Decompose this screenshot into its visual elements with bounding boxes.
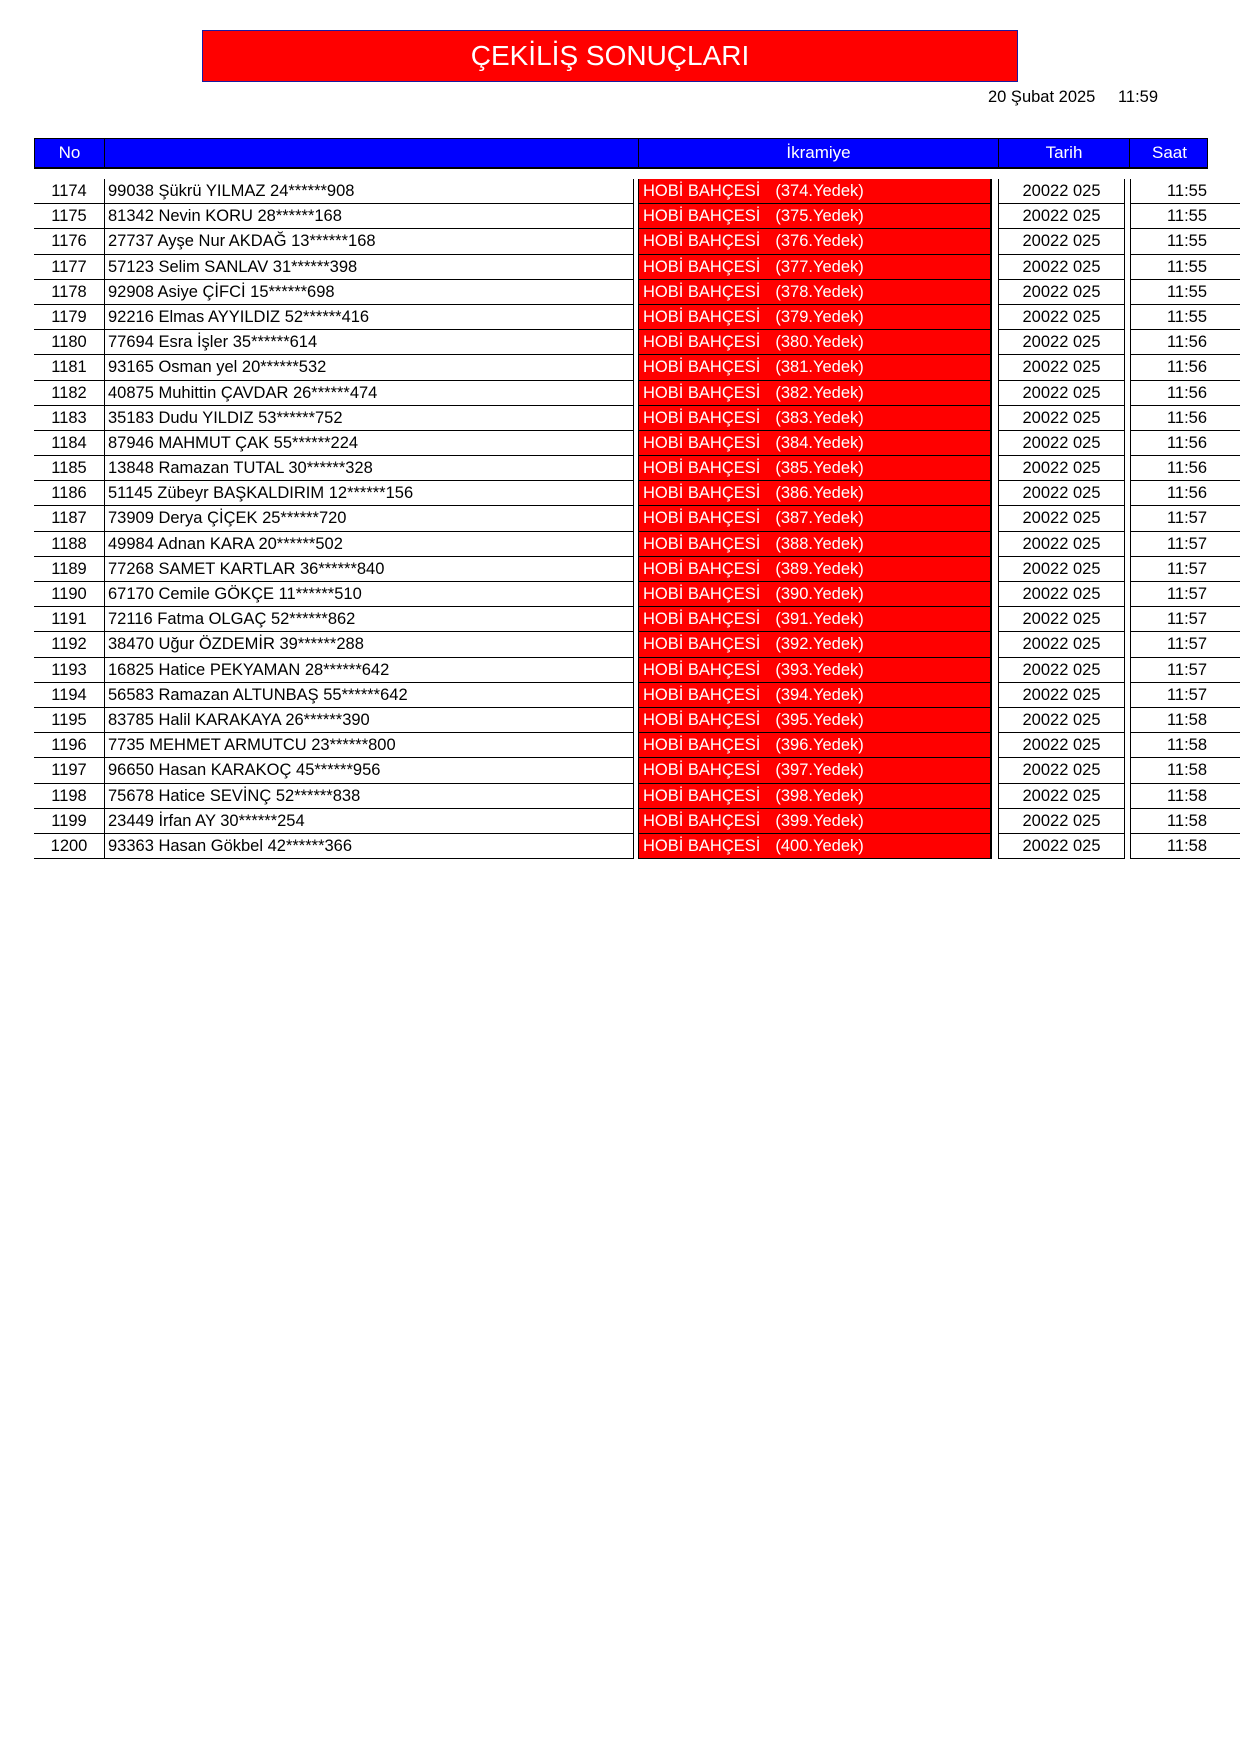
winner-name: 92216 Elmas AYYILDIZ 52******416 [104,305,634,330]
prize-cell [638,809,992,834]
column-header-name [105,139,639,167]
draw-time: 11:56 [1130,330,1240,355]
winner-name: 56583 Ramazan ALTUNBAŞ 55******642 [104,683,634,708]
draw-date: 20022 025 [998,204,1125,229]
prize-reserve-rank: (394.Yedek) [775,685,864,704]
row-number: 1175 [34,204,104,229]
prize-cell [638,355,992,380]
table-header [34,138,1208,169]
draw-time: 11:57 [1130,683,1240,708]
prize-cell [638,229,992,254]
table-row [34,834,1208,859]
winner-name: 83785 Halil KARAKAYA 26******390 [104,708,634,733]
winner-name: 35183 Dudu YILDIZ 53******752 [104,406,634,431]
table-row [34,204,1208,229]
table-row [34,229,1208,254]
prize-name: HOBİ BAHÇESİ [643,408,761,427]
prize-name: HOBİ BAHÇESİ [643,660,761,679]
draw-date: 20022 025 [998,809,1125,834]
prize-name: HOBİ BAHÇESİ [643,282,761,301]
draw-date: 20022 025 [998,582,1125,607]
row-number: 1186 [34,481,104,506]
prize-reserve-rank: (381.Yedek) [775,358,864,377]
results-table-body [34,179,1208,859]
prize-name: HOBİ BAHÇESİ [643,786,761,805]
table-row [34,532,1208,557]
row-number: 1182 [34,381,104,406]
row-number: 1179 [34,305,104,330]
draw-time: 11:58 [1130,733,1240,758]
draw-time: 11:57 [1130,557,1240,582]
prize-cell [638,381,992,406]
winner-name: 40875 Muhittin ÇAVDAR 26******474 [104,381,634,406]
draw-time: 11:55 [1130,280,1240,305]
prize-name: HOBİ BAHÇESİ [643,534,761,553]
winner-name: 81342 Nevin KORU 28******168 [104,204,634,229]
draw-date: 20022 025 [998,758,1125,783]
draw-date: 20022 025 [998,481,1125,506]
prize-reserve-rank: (375.Yedek) [775,207,864,226]
draw-date: 20022 025 [998,733,1125,758]
draw-time: 11:57 [1130,582,1240,607]
row-number: 1197 [34,758,104,783]
prize-cell [638,506,992,531]
draw-time: 11:57 [1130,506,1240,531]
prize-cell [638,582,992,607]
winner-name: 77268 SAMET KARTLAR 36******840 [104,557,634,582]
draw-time: 11:57 [1130,658,1240,683]
prize-cell [638,305,992,330]
draw-time: 11:58 [1130,784,1240,809]
draw-date: 20022 025 [998,683,1125,708]
draw-date: 20022 025 [998,658,1125,683]
prize-reserve-rank: (379.Yedek) [775,307,864,326]
prize-name: HOBİ BAHÇESİ [643,761,761,780]
draw-date: 20022 025 [998,431,1125,456]
table-row [34,406,1208,431]
prize-reserve-rank: (391.Yedek) [775,610,864,629]
winner-name: 38470 Uğur ÖZDEMİR 39******288 [104,632,634,657]
winner-name: 13848 Ramazan TUTAL 30******328 [104,456,634,481]
table-row [34,784,1208,809]
draw-date: 20022 025 [998,229,1125,254]
print-datetime [988,88,1158,107]
draw-date: 20022 025 [998,255,1125,280]
row-number: 1189 [34,557,104,582]
draw-date: 20022 025 [998,532,1125,557]
draw-time: 11:55 [1130,179,1240,204]
winner-name: 72116 Fatma OLGAÇ 52******862 [104,607,634,632]
prize-name: HOBİ BAHÇESİ [643,836,761,855]
prize-cell [638,179,992,204]
column-header-prize: İkramiye [639,139,999,167]
draw-date: 20022 025 [998,834,1125,859]
prize-cell [638,708,992,733]
row-number: 1190 [34,582,104,607]
row-number: 1183 [34,406,104,431]
draw-date: 20022 025 [998,632,1125,657]
row-number: 1192 [34,632,104,657]
table-row [34,179,1208,204]
draw-date: 20022 025 [998,355,1125,380]
draw-time: 11:58 [1130,758,1240,783]
winner-name: 93165 Osman yel 20******532 [104,355,634,380]
table-row [34,708,1208,733]
prize-reserve-rank: (400.Yedek) [775,836,864,855]
prize-cell [638,532,992,557]
table-row [34,305,1208,330]
winner-name: 73909 Derya ÇİÇEK 25******720 [104,506,634,531]
column-header-no: No [35,139,105,167]
winner-name: 96650 Hasan KARAKOÇ 45******956 [104,758,634,783]
title-banner [202,30,1018,82]
prize-cell [638,632,992,657]
winner-name: 93363 Hasan Gökbel 42******366 [104,834,634,859]
table-row [34,557,1208,582]
row-number: 1196 [34,733,104,758]
prize-cell [638,834,992,859]
draw-time: 11:56 [1130,355,1240,380]
prize-cell [638,431,992,456]
prize-reserve-rank: (387.Yedek) [775,509,864,528]
row-number: 1184 [34,431,104,456]
row-number: 1198 [34,784,104,809]
column-header-time: Saat [1152,143,1187,162]
table-row [34,255,1208,280]
draw-date: 20022 025 [998,506,1125,531]
prize-name: HOBİ BAHÇESİ [643,635,761,654]
prize-cell [638,658,992,683]
prize-reserve-rank: (392.Yedek) [775,635,864,654]
draw-time: 11:55 [1130,255,1240,280]
table-row [34,632,1208,657]
prize-name: HOBİ BAHÇESİ [643,585,761,603]
row-number: 1181 [34,355,104,380]
prize-reserve-rank: (399.Yedek) [775,811,864,830]
draw-time: 11:55 [1130,305,1240,330]
prize-reserve-rank: (383.Yedek) [775,408,864,427]
draw-date: 20022 025 [998,784,1125,809]
draw-time: 11:58 [1130,809,1240,834]
prize-reserve-rank: (390.Yedek) [775,585,864,603]
winner-name: 67170 Cemile GÖKÇE 11******510 [104,582,634,607]
prize-name: HOBİ BAHÇESİ [643,610,761,629]
prize-name: HOBİ BAHÇESİ [643,182,761,200]
row-number: 1177 [34,255,104,280]
draw-date: 20022 025 [998,708,1125,733]
winner-name: 77694 Esra İşler 35******614 [104,330,634,355]
column-header-date: Tarih [999,139,1130,167]
table-row [34,280,1208,305]
draw-time: 11:58 [1130,708,1240,733]
draw-date: 20022 025 [998,179,1125,204]
draw-time: 11:58 [1130,834,1240,859]
draw-date: 20022 025 [998,456,1125,481]
draw-time: 11:56 [1130,406,1240,431]
table-row [34,381,1208,406]
prize-reserve-rank: (378.Yedek) [775,282,864,301]
table-row [34,809,1208,834]
draw-time: 11:56 [1130,431,1240,456]
row-number: 1195 [34,708,104,733]
prize-name: HOBİ BAHÇESİ [643,333,761,352]
prize-cell [638,280,992,305]
prize-reserve-rank: (382.Yedek) [775,383,864,402]
table-row [34,431,1208,456]
winner-name: 16825 Hatice PEKYAMAN 28******642 [104,658,634,683]
prize-name: HOBİ BAHÇESİ [643,459,761,478]
draw-date: 20022 025 [998,330,1125,355]
prize-name: HOBİ BAHÇESİ [643,685,761,704]
prize-name: HOBİ BAHÇESİ [643,710,761,729]
draw-date: 20022 025 [998,280,1125,305]
prize-cell [638,330,992,355]
prize-name: HOBİ BAHÇESİ [643,257,761,276]
prize-cell [638,557,992,582]
prize-name: HOBİ BAHÇESİ [643,433,761,452]
prize-cell [638,733,992,758]
row-number: 1200 [34,834,104,859]
prize-cell [638,204,992,229]
prize-cell [638,683,992,708]
table-row [34,456,1208,481]
prize-reserve-rank: (374.Yedek) [775,182,864,200]
table-row [34,506,1208,531]
draw-date: 20022 025 [998,557,1125,582]
prize-reserve-rank: (393.Yedek) [775,660,864,679]
prize-name: HOBİ BAHÇESİ [643,358,761,377]
table-row [34,658,1208,683]
row-number: 1188 [34,532,104,557]
row-number: 1199 [34,809,104,834]
print-date: 20 Şubat 2025 [988,88,1096,106]
winner-name: 27737 Ayşe Nur AKDAĞ 13******168 [104,229,634,254]
table-row [34,683,1208,708]
row-number: 1187 [34,506,104,531]
draw-time: 11:57 [1130,632,1240,657]
table-row [34,355,1208,380]
prize-reserve-rank: (388.Yedek) [775,534,864,553]
prize-reserve-rank: (384.Yedek) [775,433,864,452]
prize-reserve-rank: (398.Yedek) [775,786,864,805]
table-row [34,607,1208,632]
winner-name: 75678 Hatice SEVİNÇ 52******838 [104,784,634,809]
draw-time: 11:56 [1130,456,1240,481]
winner-name: 87946 MAHMUT ÇAK 55******224 [104,431,634,456]
table-row [34,758,1208,783]
table-row [34,582,1208,607]
print-time: 11:59 [1117,88,1159,106]
prize-cell [638,456,992,481]
draw-time: 11:56 [1130,381,1240,406]
row-number: 1176 [34,229,104,254]
row-number: 1174 [34,179,104,204]
prize-name: HOBİ BAHÇESİ [643,207,761,226]
prize-name: HOBİ BAHÇESİ [643,559,761,578]
prize-reserve-rank: (385.Yedek) [775,459,864,478]
winner-name: 49984 Adnan KARA 20******502 [104,532,634,557]
table-row [34,733,1208,758]
draw-time: 11:57 [1130,532,1240,557]
winner-name: 7735 MEHMET ARMUTCU 23******800 [104,733,634,758]
draw-date: 20022 025 [998,406,1125,431]
winner-name: 99038 Şükrü YILMAZ 24******908 [104,179,634,204]
draw-date: 20022 025 [998,305,1125,330]
prize-name: HOBİ BAHÇESİ [643,484,761,503]
prize-cell [638,607,992,632]
page-title: ÇEKİLİŞ SONUÇLARI [470,40,750,71]
prize-reserve-rank: (377.Yedek) [775,257,864,276]
prize-cell [638,784,992,809]
table-row [34,481,1208,506]
draw-time: 11:55 [1130,204,1240,229]
prize-reserve-rank: (397.Yedek) [775,761,864,780]
winner-name: 92908 Asiye ÇİFCİ 15******698 [104,280,634,305]
draw-time: 11:56 [1130,481,1240,506]
row-number: 1185 [34,456,104,481]
row-number: 1194 [34,683,104,708]
row-number: 1180 [34,330,104,355]
prize-reserve-rank: (389.Yedek) [775,559,864,578]
draw-date: 20022 025 [998,381,1125,406]
row-number: 1178 [34,280,104,305]
prize-reserve-rank: (380.Yedek) [775,333,864,352]
prize-cell [638,481,992,506]
row-number: 1193 [34,658,104,683]
prize-name: HOBİ BAHÇESİ [643,509,761,528]
draw-time: 11:55 [1130,229,1240,254]
prize-name: HOBİ BAHÇESİ [643,232,761,251]
prize-cell [638,255,992,280]
prize-reserve-rank: (395.Yedek) [775,710,864,729]
prize-name: HOBİ BAHÇESİ [643,307,761,326]
draw-date: 20022 025 [998,607,1125,632]
row-number: 1191 [34,607,104,632]
prize-name: HOBİ BAHÇESİ [643,736,761,755]
prize-reserve-rank: (396.Yedek) [775,736,864,755]
prize-reserve-rank: (376.Yedek) [775,232,864,251]
prize-reserve-rank: (386.Yedek) [775,484,864,503]
winner-name: 51145 Zübeyr BAŞKALDIRIM 12******156 [104,481,634,506]
prize-cell [638,406,992,431]
prize-name: HOBİ BAHÇESİ [643,383,761,402]
table-row [34,330,1208,355]
prize-cell [638,758,992,783]
prize-name: HOBİ BAHÇESİ [643,811,761,830]
winner-name: 57123 Selim SANLAV 31******398 [104,255,634,280]
draw-time: 11:57 [1130,607,1240,632]
winner-name: 23449 İrfan AY 30******254 [104,809,634,834]
